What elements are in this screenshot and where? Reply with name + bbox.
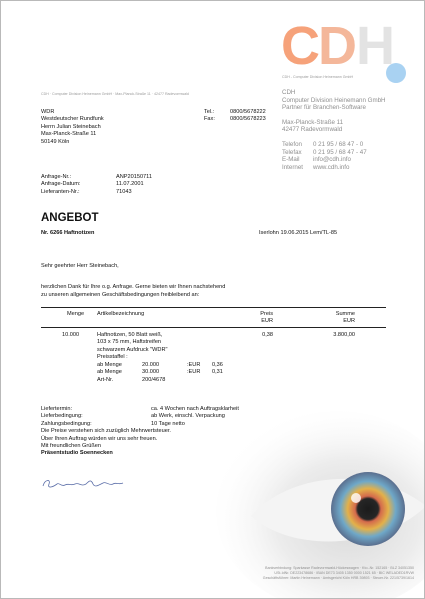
company-line-1: Computer Division Heinemann GmbH — [282, 96, 386, 104]
price-scale-row: ab Menge 20.000 :EUR 0,36 — [97, 362, 223, 368]
reference-label: Lieferanten-Nr.: — [41, 188, 80, 195]
handwritten-signature — [39, 475, 129, 493]
reference-label: Anfrage-Nr.: — [41, 174, 72, 180]
column-header-price: Preis EUR — [260, 311, 273, 324]
term-label: Zahlungsbedingung: — [41, 420, 92, 427]
document-number: Nr. 6266 Haftnotizen — [41, 230, 95, 236]
term-label: Liefertermin: — [41, 406, 73, 412]
contact-phone: Telefon 0 21 95 / 68 47 - 0 — [282, 140, 364, 148]
company-name: CDH — [282, 89, 296, 96]
term-value: 10 Tage netto — [151, 420, 185, 427]
tel-label: Tel.: — [204, 109, 215, 115]
row-qty: 10.000 — [62, 332, 80, 338]
company-line-2: Partner für Branchen-Software — [282, 104, 366, 112]
logo-letter-h: H — [356, 16, 395, 76]
closing-line: Über Ihren Auftrag würden wir uns sehr freuen. — [41, 435, 158, 442]
footer — [263, 566, 414, 582]
logo-caption: CDH - Computer Division Heinemann GmbH — [282, 75, 354, 79]
table-header-rule — [41, 327, 386, 328]
table-top-rule — [41, 307, 386, 308]
closing-line: Die Preise verstehen sich zuzüglich Mehrwertsteuer. — [41, 428, 171, 435]
article-number-row: Art-Nr. 200/4678 — [97, 376, 166, 383]
intro-text: herzlichen Dank für Ihre o.g. Anfrage. Gerne bieten wir Ihnen nachstehend zu unseren allgemeinen Geschäftsbedingungen freibleibend an: — [41, 284, 226, 298]
eye-highlight — [351, 493, 361, 503]
contact-email[interactable]: E-Mail info@cdh.info — [282, 156, 351, 164]
tel-value: 0800/5678222 — [230, 109, 266, 115]
reference-value: ANP20150711 — [116, 174, 152, 180]
logo-letter-d: D — [318, 16, 357, 76]
place-date: Iserlohn 19.06.2015 Lem/TL-85 — [259, 230, 338, 236]
eye-iris — [331, 472, 405, 546]
recipient-address — [41, 109, 104, 146]
fax-value: 0800/5678223 — [230, 116, 266, 123]
reference-label: Anfrage-Datum: — [41, 181, 81, 188]
price-scale — [97, 362, 223, 384]
footer-line: Bankverbindung: Sparkasse Radevormwald-Hückeswagen · Kto.-Nr. 152165 · BLZ 34051350 — [265, 566, 414, 570]
footer-line: Geschäftsführer: Martin Heinemann · Amtsgericht Köln HRB 39893 · Steuer-Nr. 221/5739/1614 — [262, 576, 414, 581]
row-description: Haftnotizen, 50 Blatt weiß, 103 x 75 mm, Haftstreifen schwarzem Aufdruck "WDR" Preisstaffel : — [97, 332, 168, 361]
price-scale-row: ab Menge 30.000 :EUR 0,31 — [97, 369, 223, 376]
recipient-line: Max-Planck-Straße 11 — [41, 131, 97, 138]
footer-line: USt-IdNr. DE223478686 · IBAN DE73 3405 1350 0000 1521 65 · BIC WELADED1RVW — [274, 571, 414, 576]
recipient-line: WDR — [41, 109, 55, 115]
logo-letter-c: C — [281, 16, 320, 76]
recipient-line: Westdeutscher Rundfunk — [41, 116, 104, 123]
company-block — [282, 89, 386, 171]
closing-line: Mit freundlichen Grüßen — [41, 443, 102, 450]
reference-value: 71043 — [116, 188, 132, 195]
reference-block — [41, 174, 152, 196]
contact-website[interactable]: Internet www.cdh.info — [282, 163, 350, 171]
document-title: ANGEBOT — [41, 212, 99, 224]
term-label: Lieferbedingung: — [41, 413, 83, 420]
recipient-line: 50149 Köln — [41, 138, 70, 145]
row-sum: 3.800,00 — [333, 332, 355, 338]
row-price: 0,38 — [262, 332, 273, 338]
fax-label: Fax: — [204, 116, 215, 123]
reference-value: 11.07.2001 — [116, 181, 144, 188]
greeting: Sehr geehrter Herr Steinebach, — [41, 263, 119, 269]
column-header-sum: Summe EUR — [335, 311, 355, 324]
term-value: ab Werk, einschl. Verpackung — [151, 413, 225, 420]
term-value: ca. 4 Wochen nach Auftragsklarheit — [151, 406, 239, 412]
signature-stroke — [43, 480, 123, 487]
sender-line: CDH · Computer Division Heinemann GmbH · Max-Planck-Straße 11 · 42477 Radevormwald — [41, 92, 189, 96]
recipient-line: Herrn Julian Steinebach — [41, 123, 101, 130]
column-header-description: Artikelbezeichnung — [97, 311, 145, 317]
company-city: 42477 Radevormwald — [282, 126, 343, 134]
company-street: Max-Planck-Straße 11 — [282, 118, 344, 126]
recipient-contact — [204, 109, 266, 124]
contact-fax: Telefax 0 21 95 / 68 47 - 47 — [282, 148, 367, 156]
signatory-name: Präsentstudio Soennecken — [41, 450, 113, 457]
column-header-qty: Menge — [67, 311, 85, 317]
